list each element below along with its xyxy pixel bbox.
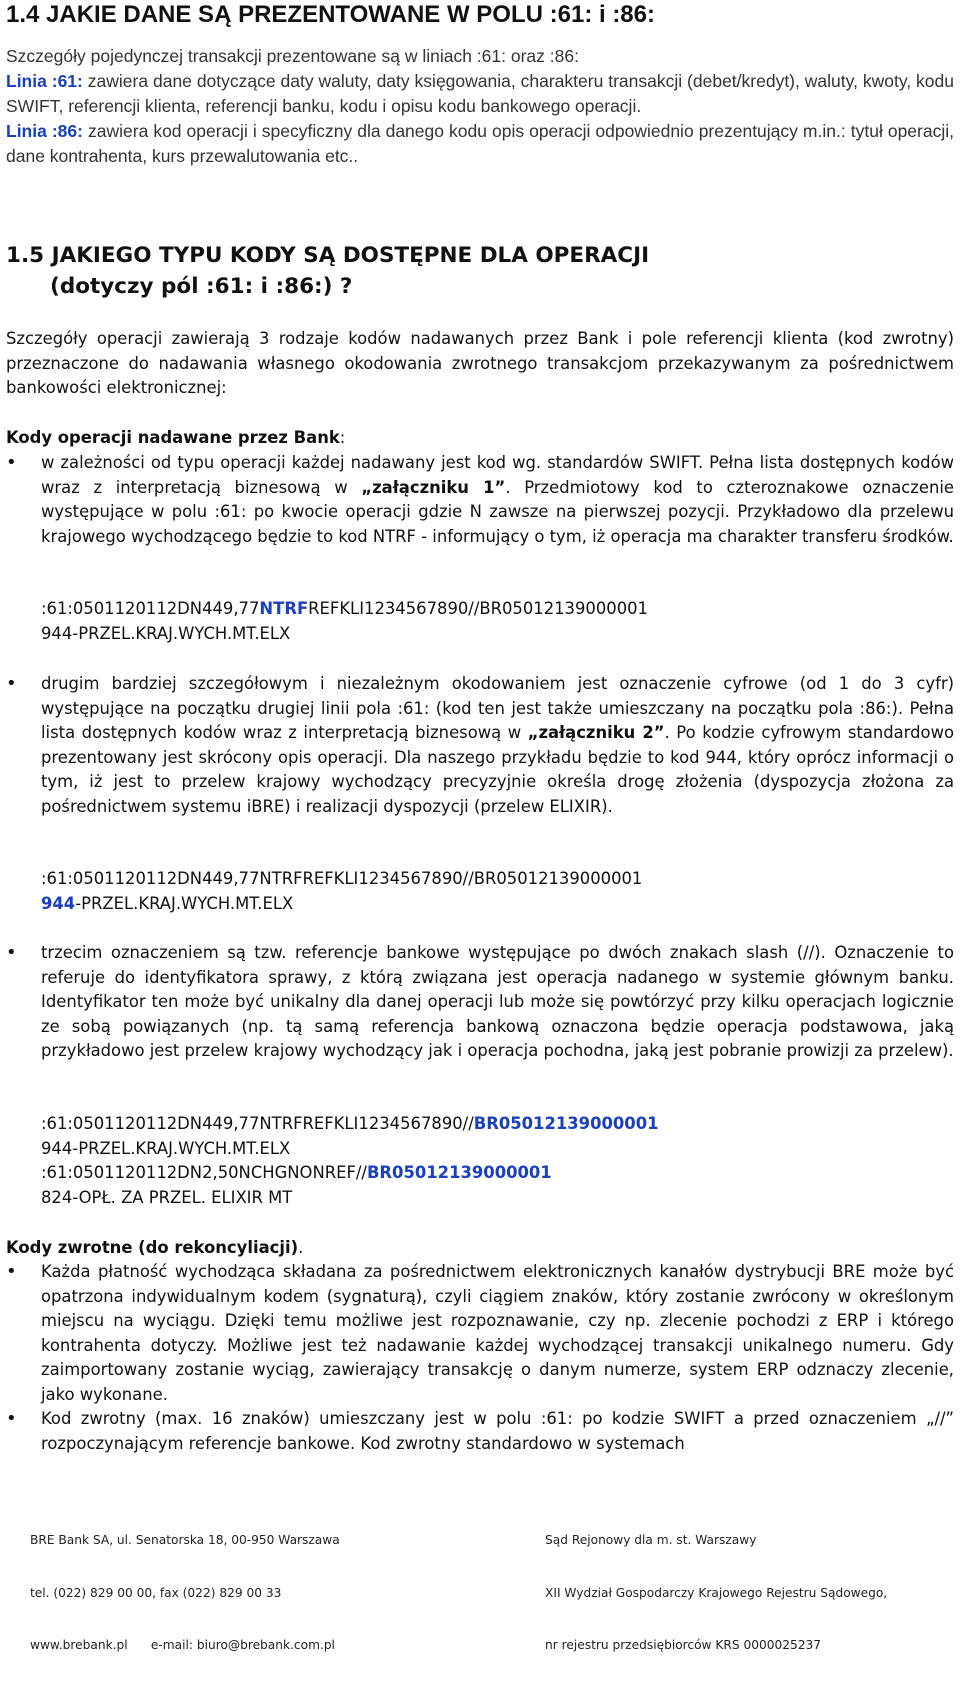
example-3-line1 <box>41 1112 659 1137</box>
line-86-label: Linia :86: <box>6 121 83 141</box>
example2-post: -PRZEL.KRAJ.WYCH.MT.ELX <box>75 894 294 913</box>
footer-web-email: www.brebank.pl e-mail: biuro@brebank.com.pl <box>30 1638 335 1652</box>
footer-bank-contact <box>30 1497 340 1690</box>
example-1-line1 <box>41 597 648 622</box>
return-codes-heading-line <box>6 1236 954 1261</box>
example3-line3-pre: :61:0501120112DN2,50NCHGNONREF// <box>41 1163 367 1182</box>
line-86-text: zawiera kod operacji i specyficzny dla danego kodu opis operacji odpowiednio prezentujący m.in.: tytuł operacji, dane kontrahenta, kurs przewalutowania etc.. <box>6 121 954 166</box>
footer-krs: nr rejestru przedsiębiorców KRS 0000025237 <box>545 1638 822 1652</box>
line-61-text: zawiera dane dotyczące daty waluty, daty księgowania, charakteru transakcji (debet/kredyt), waluty, kwoty, kodu SWIFT, referencji klienta, referencji banku, kodu i opisu kodu bankowego operacji. <box>6 71 954 116</box>
bullet1-text-b: . Przedmiotowy kod to czteroznakowe oznaczenie występujące w polu :61: po kwocie operacji gdzie N zawsze na pierwszej pozycji. Przykładowo dla przelewu krajowego wychodzącego będzie to kod NTRF - informujący o tym, iż operacja ma charakter transferu środków. <box>41 477 955 546</box>
bullet-return-code-signature <box>6 1260 954 1407</box>
footer-division: XII Wydział Gospodarczy Krajowego Rejestru Sądowego, <box>545 1585 888 1600</box>
section-1-4-heading: 1.4 JAKIE DANE SĄ PREZENTOWANE W POLU :61: i :86: <box>6 1 655 28</box>
footer-phone: tel. (022) 829 00 00, fax (022) 829 00 33 <box>30 1585 282 1600</box>
bullet-return-code-placement-text: Kod zwrotny (max. 16 znaków) umieszczany jest w polu :61: po kodzie SWIFT a przed oznaczeniem „//” rozpoczynającym referencje bankowe. Kod zwrotny standardowo w systemach <box>41 1409 954 1453</box>
bullet-dot: • <box>6 673 17 694</box>
section-1-5-heading-line1: 1.5 JAKIEGO TYPU KODY SĄ DOSTĘPNE DLA OPERACJI <box>6 243 650 268</box>
footer-registry <box>545 1497 887 1690</box>
section-1-5-intro: Szczegóły operacji zawierają 3 rodzaje kodów nadawanych przez Bank i pole referencji klienta (kod zwrotny) przeznaczone do nadawania własnego okodowania zwrotnego transakcjom przekazywanym za pośrednictwem bankowości elektronicznej: <box>6 329 954 397</box>
attachment-2-reference: „załączniku 2” <box>527 723 665 742</box>
bullet-dot: • <box>6 452 17 473</box>
line-61-paragraph <box>6 69 954 119</box>
bullet2-text-b: . Po kodzie cyfrowym standardowo prezentowany jest skrócony opis operacji. Dla naszego przykładu będzie to kod 944, który oprócz informacji o tym, iż jest to przelew krajowy wychodzący precyzyjnie określa drogę złożenia (dyspozycja złożona za pośrednictwem systemu iBRE) i realizacji dyspozycji (przelew ELIXIR). <box>41 723 954 816</box>
bullet2-text-a: drugim bardziej szczegółowym i niezależnym okodowaniem jest oznaczenie cyfrowe (od 1 do 3 cyfr) występujące na początku drugiej linii pola :61: (kod ten jest także umieszczany na początku pola :86:). Pełna lista dostępnych kodów wraz z interpretacją biznesową w <box>41 674 954 742</box>
bullet-dot: • <box>6 1408 17 1429</box>
bullet-dot: • <box>6 942 17 963</box>
bullet-bank-references-text: trzecim oznaczeniem są tzw. referencje bankowe występujące po dwóch znakach slash (//). Oznaczenie to referuje do identyfikatora sprawy, z którą związana jest operacja nadanego w systemie głównym banku. Identyfikator ten może być unikalny dla danej operacji lub może się powtórzyć przy kilku operacjach logicznie ze sobą powiązanych (np. tą samą referencja bankową oznaczona będzie operacja podstawowa, jaką przykładowo jest przelew krajowy wychodzący jak i operacja pochodna, jaką jest pobranie prowizji za przelew). <box>41 943 954 1060</box>
example1-pre: :61:0501120112DN449,77 <box>41 599 260 618</box>
bullet-return-code-placement <box>6 1407 954 1456</box>
bullet-swift-codes-text <box>41 451 954 549</box>
bullet1-text-a: w zależności od typu operacji każdej nadawany jest kod wg. standardów SWIFT. Pełna lista dostępnych kodów wraz z interpretacją biznesową w <box>41 453 954 497</box>
example-3-line4: 824-OPŁ. ZA PRZEL. ELIXIR MT <box>41 1188 293 1207</box>
bullet-bank-references <box>6 941 954 1064</box>
attachment-1-reference: „załączniku 1” <box>361 477 506 497</box>
example3-pre: :61:0501120112DN449,77NTRFREFKLI1234567890// <box>41 1114 474 1133</box>
section-1-5-heading-line2: (dotyczy pól :61: i :86:) ? <box>50 274 353 299</box>
bank-codes-colon: : <box>339 428 346 447</box>
section-1-4-intro: Szczegóły pojedynczej transakcji prezentowane są w liniach :61: oraz :86: <box>6 46 579 66</box>
line-61-label: Linia :61: <box>6 71 83 91</box>
example-1-line2: 944-PRZEL.KRAJ.WYCH.MT.ELX <box>41 624 291 643</box>
return-codes-heading: Kody zwrotne (do rekoncyliacji) <box>6 1238 299 1257</box>
section-1-4-body <box>6 44 954 169</box>
footer-court: Sąd Rejonowy dla m. st. Warszawy <box>545 1533 757 1547</box>
return-codes-dot: . <box>298 1238 304 1257</box>
bullet-return-code-signature-text: Każda płatność wychodząca składana za pośrednictwem elektronicznych kanałów dystrybucji BRE może być opatrzona indywidualnym kodem (sygnaturą), czyli ciągiem znaków, który zostanie zwrócony w określonym miejscu na wyciągu. Dzięki temu możliwe jest rozpoznawanie, czy np. zlecenie pochodzi z ERP i którego kontrahenta dotyczy. Możliwe jest też nadawanie każdej wychodzącej transakcji unikalnego numeru. Gdy zaimportowany zostanie wyciąg, zawierający transakcję o danym numerze, system ERP odznaczy zlecenie, jako wykonane. <box>41 1262 954 1404</box>
example-2-line2 <box>41 892 293 917</box>
example3-line3-bank-reference: BR05012139000001 <box>366 1163 552 1182</box>
bank-codes-heading: Kody operacji nadawane przez Bank <box>6 428 340 447</box>
example1-post: REFKLI1234567890//BR05012139000001 <box>308 599 648 618</box>
example-2-line1: :61:0501120112DN449,77NTRFREFKLI1234567890//BR05012139000001 <box>41 869 643 888</box>
bullet-numeric-codes <box>6 672 954 819</box>
example3-bank-reference: BR05012139000001 <box>473 1114 659 1133</box>
bullet-swift-codes <box>6 451 954 549</box>
line-86-paragraph <box>6 119 954 169</box>
example2-numeric-code: 944 <box>41 894 76 913</box>
bullet-numeric-codes-text <box>41 672 954 819</box>
example-3-line2: 944-PRZEL.KRAJ.WYCH.MT.ELX <box>41 1139 291 1158</box>
bank-codes-heading-line <box>6 426 954 451</box>
footer-address: BRE Bank SA, ul. Senatorska 18, 00-950 Warszawa <box>30 1533 340 1547</box>
section-1-5-heading <box>6 240 649 302</box>
bullet-dot: • <box>6 1261 17 1282</box>
example1-swift-code: NTRF <box>259 599 309 618</box>
example-3-line3 <box>41 1161 552 1186</box>
